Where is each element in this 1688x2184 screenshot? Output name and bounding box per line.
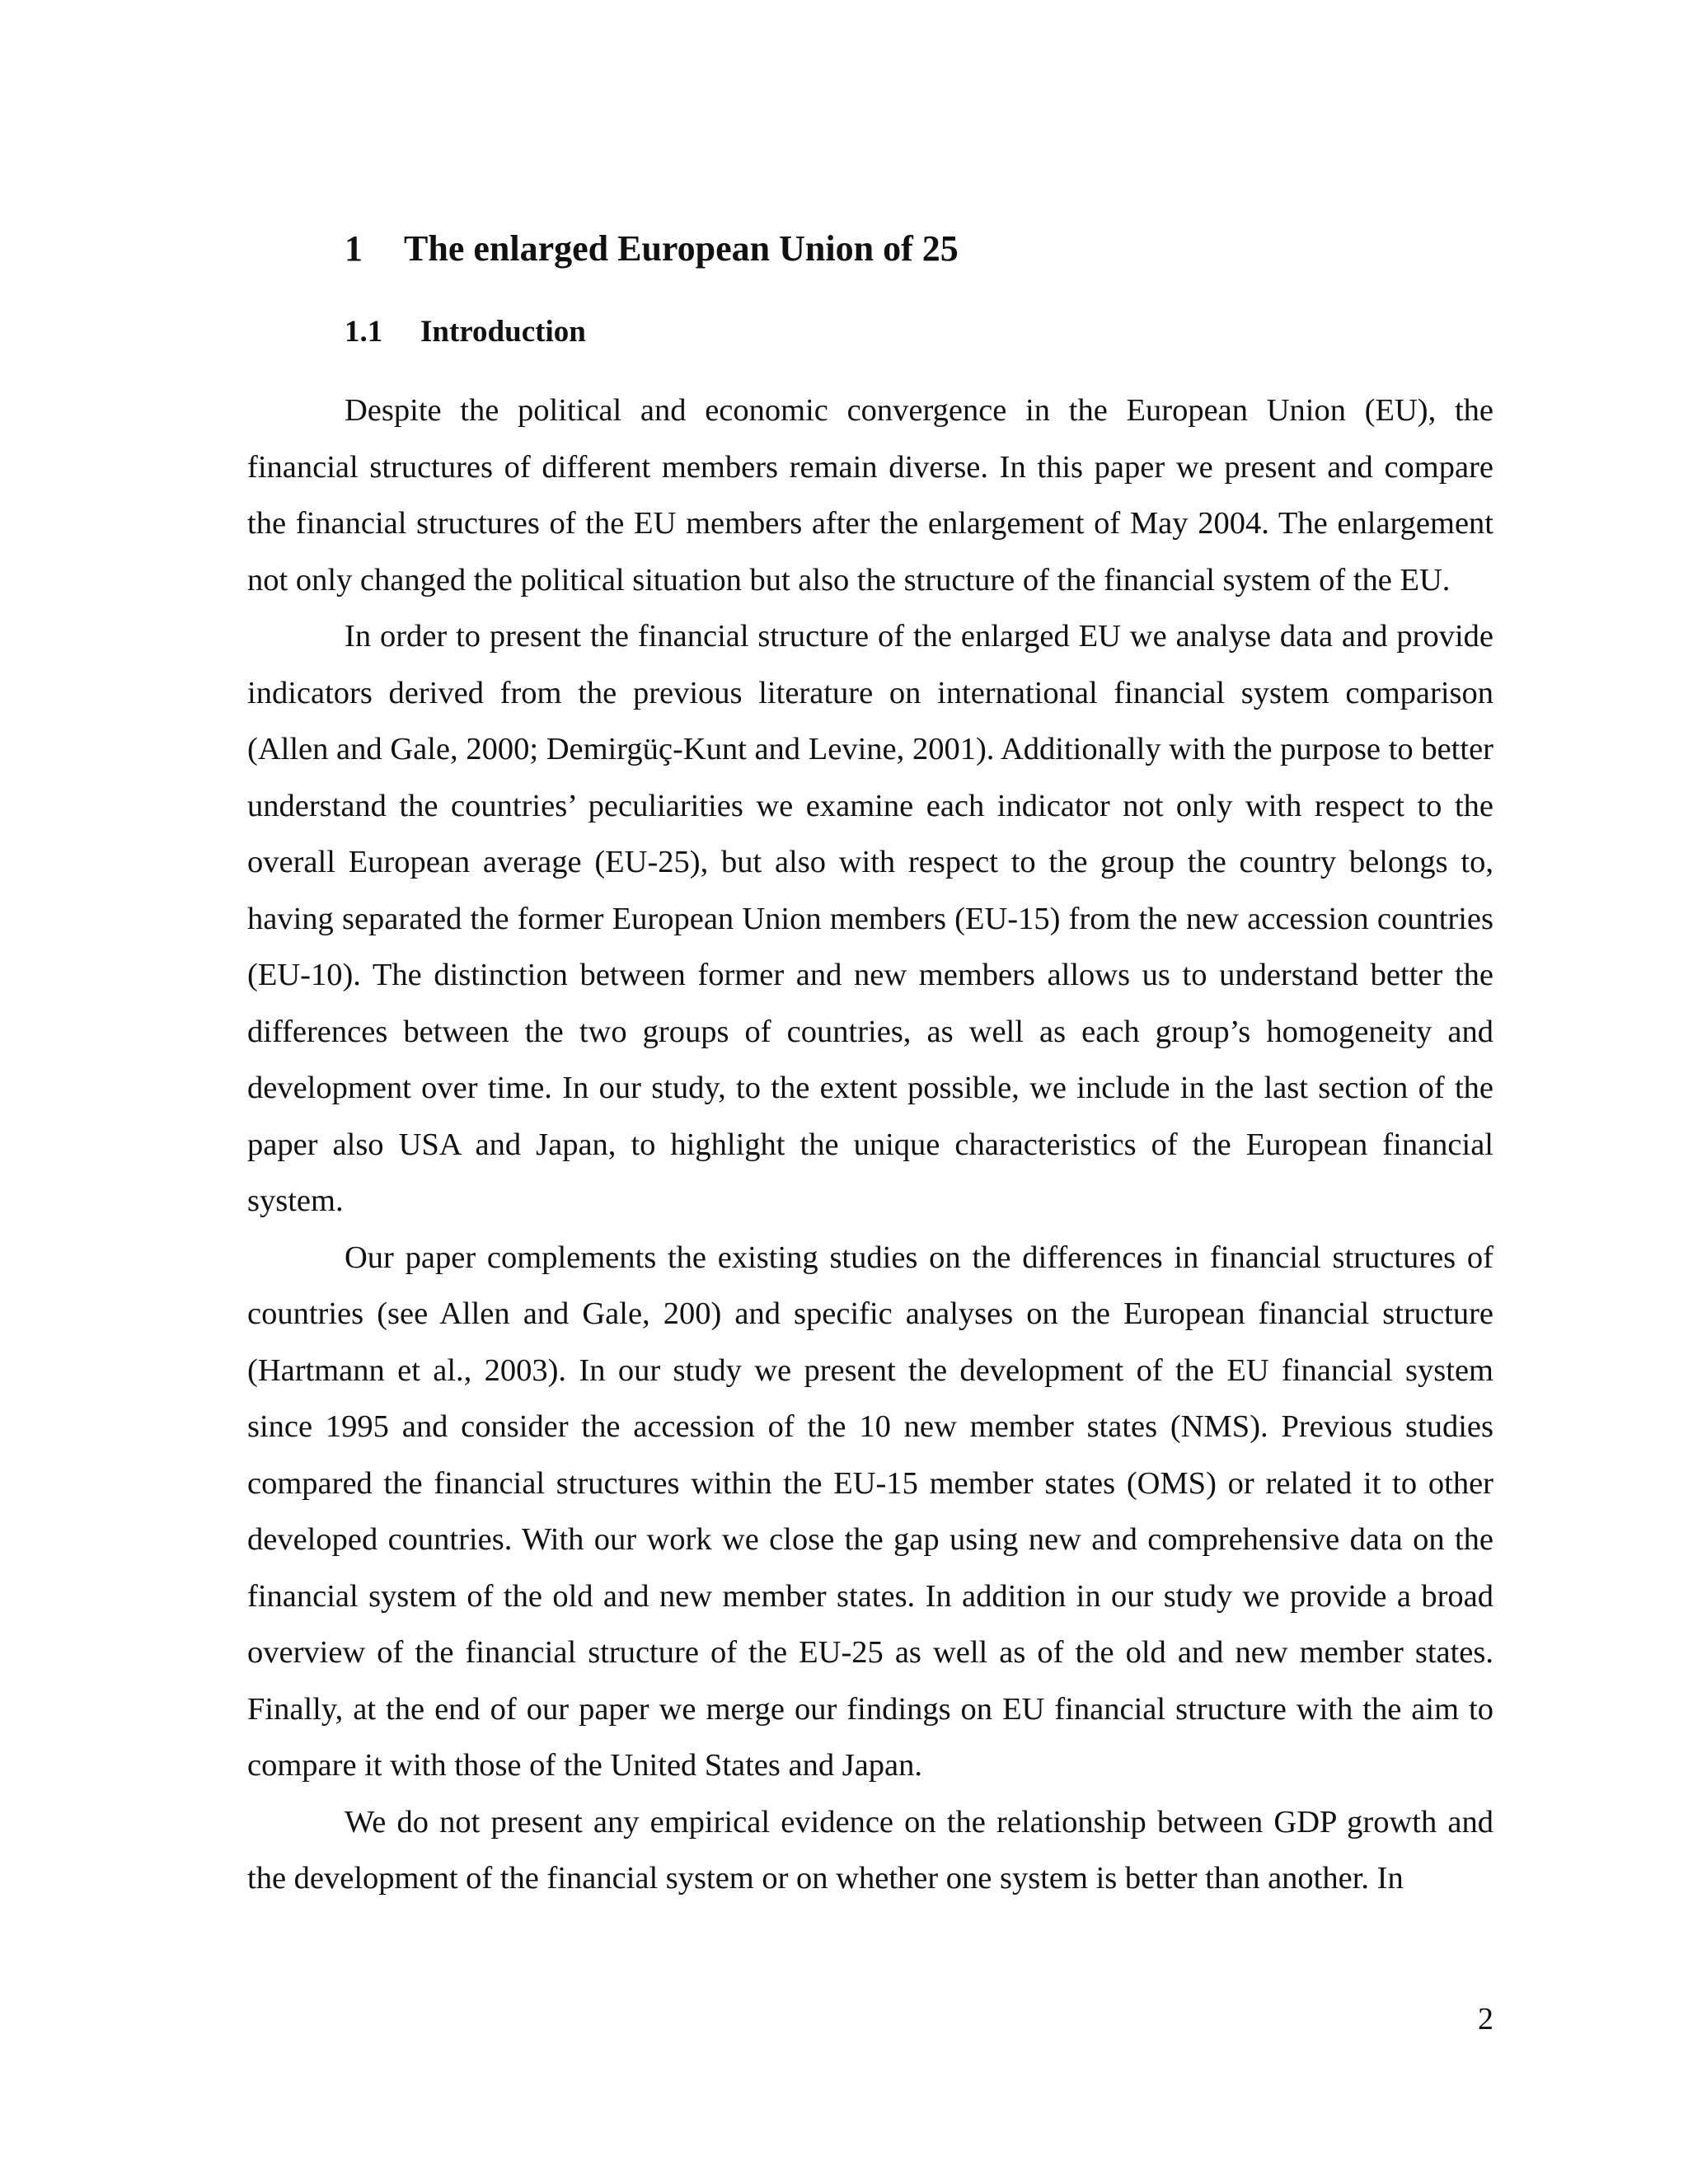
section-heading: [345, 224, 959, 274]
paragraph-1: Despite the political and economic convergence in the European Union (EU), the financial structures of different members remain diverse. In this paper we present and compare the financial structures of the EU members after the enlargement of May 2004. The enlargement not only changed the political situation but also the structure of the financial system of the EU.: [247, 393, 1493, 598]
subsection-title: Introduction: [420, 315, 586, 349]
body-text: [247, 382, 1493, 1907]
page-number: 2: [1478, 2002, 1493, 2036]
section-title: The enlarged European Union of 25: [404, 228, 959, 269]
section-number: 1: [345, 228, 363, 269]
paragraph-3: Our paper complements the existing studies on the differences in financial structures of countries (see Allen and Gale, 200) and specific analyses on the European financial structure (Hartmann et al., 2003). In our study we present the development of the EU financial system since 1995 and consider the accession of the 10 new member states (NMS). Previous studies compared the financial structures within the EU-15 member states (OMS) or related it to other developed countries. With our work we close the gap using new and comprehensive data on the financial system of the old and new member states. In addition in our study we provide a broad overview of the financial structure of the EU-25 as well as of the old and new member states. Finally, at the end of our paper we merge our findings on EU financial structure with the aim to compare it with those of the United States and Japan.: [247, 1240, 1493, 1783]
paragraph-2: In order to present the financial structure of the enlarged EU we analyse data and provide indicators derived from the previous literature on international financial system comparison (Allen and Gale, 2000; Demirgüç-Kunt and Levine, 2001). Additionally with the purpose to better understand the countries’ peculiarities we examine each indicator not only with respect to the overall European average (EU-25), but also with respect to the group the country belongs to, having separated the former European Union members (EU-15) from the new accession countries (EU-10). The distinction between former and new members allows us to understand better the differences between the two groups of countries, as well as each group’s homogeneity and development over time. In our study, to the extent possible, we include in the last section of the paper also USA and Japan, to highlight the unique characteristics of the European financial system.: [247, 619, 1493, 1218]
paragraph-4: We do not present any empirical evidence on the relationship between GDP growth and the development of the financial system or on whether one system is better than another. In: [247, 1804, 1493, 1896]
subsection-heading: [345, 311, 586, 354]
subsection-number: 1.1: [345, 315, 383, 349]
